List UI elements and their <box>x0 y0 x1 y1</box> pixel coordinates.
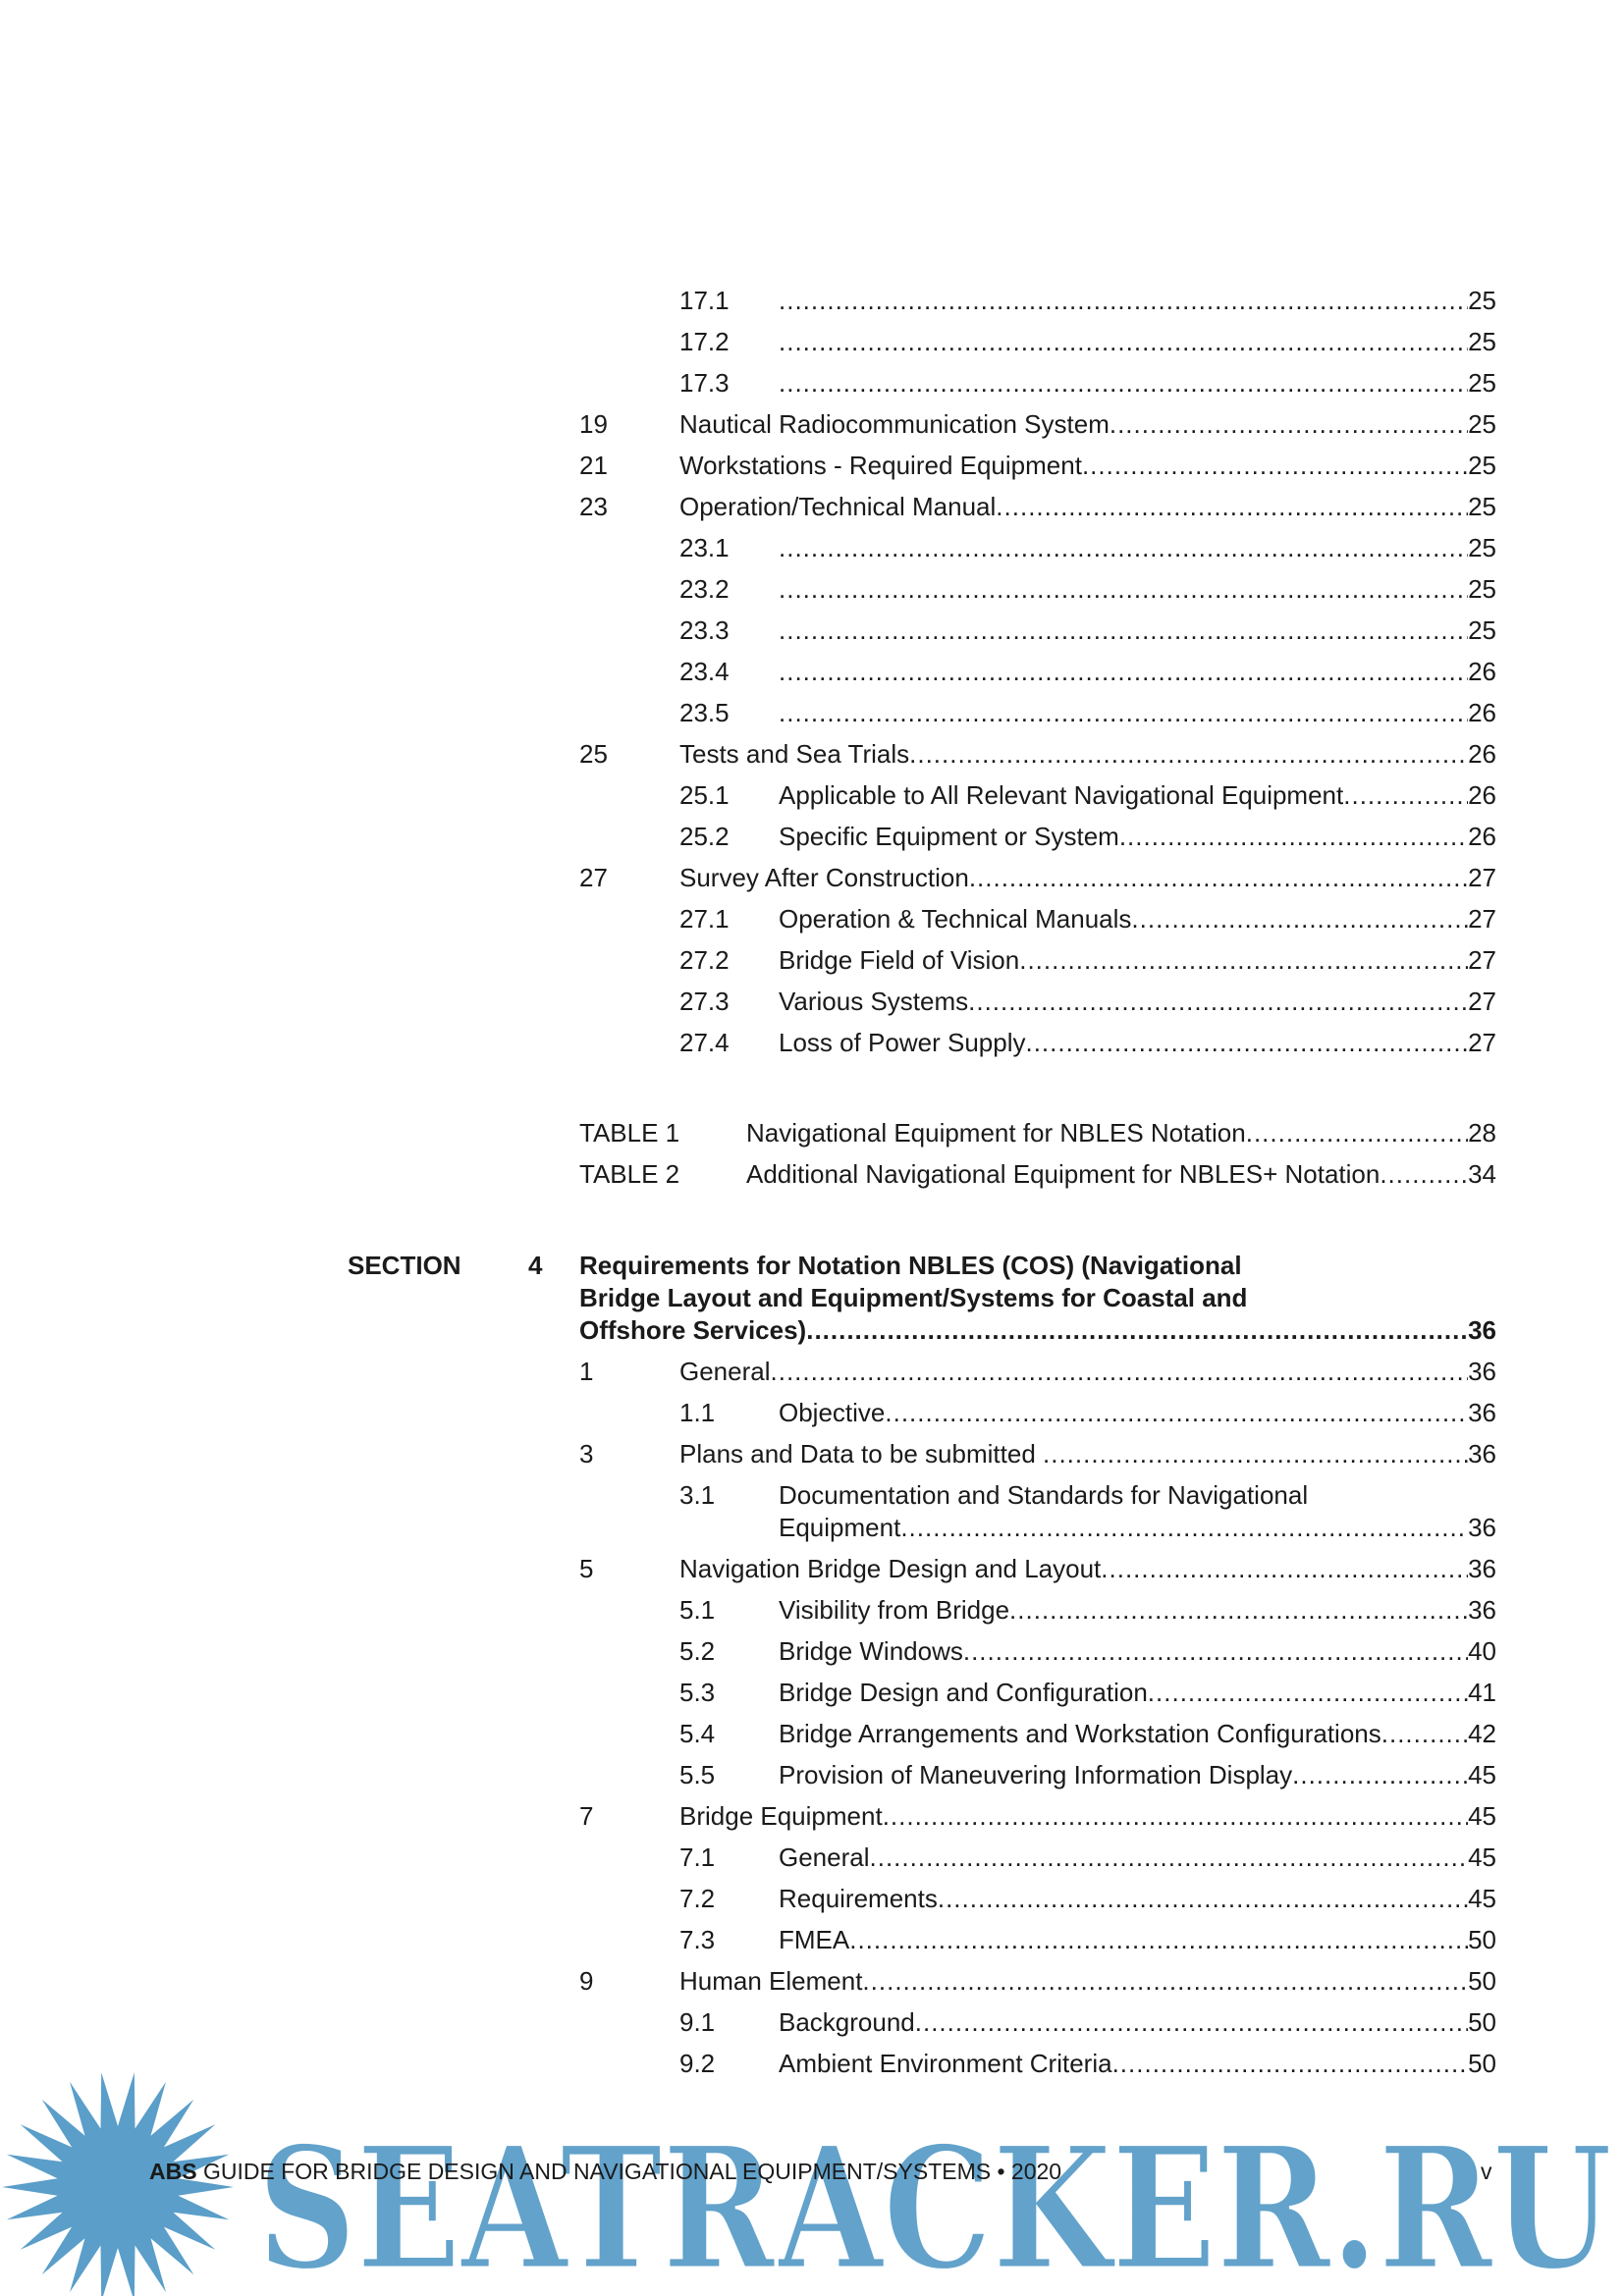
section-title-line2: Bridge Layout and Equipment/Systems for Coastal and <box>579 1283 1248 1312</box>
toc-entry-number: 7.2 <box>679 1884 716 1913</box>
toc-entry-title: Workstations - Required Equipment <box>679 451 1082 480</box>
toc-entry-continuation[interactable] <box>0 1507 1624 1548</box>
toc-entry-page: 25 <box>1468 286 1496 315</box>
toc-entry[interactable] <box>0 1919 1624 1960</box>
toc-entry-number: 27.2 <box>679 945 730 975</box>
toc-entry-number: 1 <box>579 1357 594 1386</box>
table-title: Additional Navigational Equipment for NBLES+ Notation <box>746 1159 1380 1189</box>
toc-leader <box>771 1351 1469 1392</box>
toc-entry[interactable] <box>0 857 1624 898</box>
toc-entry-number: 7.1 <box>679 1842 716 1872</box>
toc-entry-page: 50 <box>1468 1966 1496 1996</box>
toc-leader <box>1043 1433 1468 1474</box>
toc-entry[interactable] <box>0 733 1624 774</box>
toc-entry-page: 45 <box>1468 1842 1496 1872</box>
toc-entry-page: 41 <box>1468 1678 1496 1707</box>
toc-entry-page: 27 <box>1468 863 1496 892</box>
toc-entry-number: 5.1 <box>679 1595 716 1625</box>
toc-entry[interactable] <box>0 280 1624 321</box>
toc-leader <box>1110 403 1468 445</box>
toc-leader <box>779 651 1468 692</box>
toc-leader <box>909 733 1468 774</box>
toc-entry-page: 27 <box>1468 904 1496 934</box>
toc-entry-page: 36 <box>1468 1513 1496 1542</box>
toc-entry-title: Equipment <box>779 1513 901 1542</box>
toc-leader <box>883 1795 1468 1837</box>
toc-entry-page: 27 <box>1468 1028 1496 1057</box>
toc-leader <box>849 1919 1468 1960</box>
table-page: 28 <box>1468 1118 1496 1148</box>
toc-entry-title: Requirements <box>779 1884 938 1913</box>
toc-entry-number: 23.1 <box>679 533 730 562</box>
footer-page-number: v <box>1481 2159 1492 2184</box>
section-page: 36 <box>1468 1315 1496 1345</box>
toc-entry-page: 50 <box>1468 1925 1496 1954</box>
page-footer <box>0 2152 1624 2191</box>
footer-brand: ABS <box>149 2159 197 2184</box>
toc-leader <box>1131 898 1468 939</box>
toc-entry-number: 5.4 <box>679 1719 716 1748</box>
toc-entry-title: Bridge Windows <box>779 1636 963 1666</box>
toc-entry-number: 27.4 <box>679 1028 730 1057</box>
toc-entry-number: 23.3 <box>679 615 730 645</box>
toc-entry-page: 26 <box>1468 739 1496 769</box>
toc-entry-number: 27.3 <box>679 987 730 1016</box>
toc-entry-number: 7 <box>579 1801 594 1831</box>
toc-entry-number: 19 <box>579 409 608 439</box>
toc-entry[interactable] <box>0 774 1624 816</box>
toc-leader <box>968 981 1468 1022</box>
toc-entry-page: 25 <box>1468 368 1496 398</box>
toc-entry-page: 45 <box>1468 1760 1496 1789</box>
toc-entry-number: 5.5 <box>679 1760 716 1789</box>
toc-entry-number: 1.1 <box>679 1398 716 1427</box>
toc-entry-title: Tests and Sea Trials <box>679 739 910 769</box>
toc-entry-page: 25 <box>1468 409 1496 439</box>
toc-entry-number: 17.3 <box>679 368 730 398</box>
toc-entry[interactable] <box>0 816 1624 857</box>
footer-title: GUIDE FOR BRIDGE DESIGN AND NAVIGATIONAL EQUIPMENT/SYSTEMS • 2020 <box>196 2159 1062 2184</box>
toc-entry[interactable] <box>0 568 1624 610</box>
toc-entry-number: 17.2 <box>679 327 730 356</box>
toc-entry-title: Applicable to All Relevant Navigational Equipment <box>779 780 1344 810</box>
toc-entry-page: 25 <box>1468 451 1496 480</box>
section-number: 4 <box>528 1251 543 1280</box>
toc-leader <box>938 1878 1468 1919</box>
toc-leader <box>969 857 1468 898</box>
toc-entry-title: Bridge Arrangements and Workstation Configurations <box>779 1719 1381 1748</box>
toc-entry[interactable] <box>0 1837 1624 1878</box>
toc-entry-number: 23.4 <box>679 657 730 686</box>
toc-entry[interactable] <box>0 321 1624 362</box>
toc-entry-title: Objective <box>779 1398 886 1427</box>
toc-leader <box>1101 1548 1468 1589</box>
table-title: Navigational Equipment for NBLES Notation <box>746 1118 1246 1148</box>
toc-entry-title: Operation/Technical Manual <box>679 492 997 521</box>
toc-entry[interactable] <box>0 610 1624 651</box>
toc-entry[interactable] <box>0 1754 1624 1795</box>
toc-entry-page: 45 <box>1468 1801 1496 1831</box>
section-title-line3: Offshore Services) <box>579 1315 807 1345</box>
toc-entry-title: Bridge Field of Vision <box>779 945 1020 975</box>
toc-entry[interactable] <box>0 1351 1624 1392</box>
toc-entry[interactable] <box>0 527 1624 568</box>
toc-entry-title: Survey After Construction <box>679 863 969 892</box>
toc-entry-page: 40 <box>1468 1636 1496 1666</box>
toc-entry-number: 5.3 <box>679 1678 716 1707</box>
toc-entry-title: Specific Equipment or System <box>779 822 1119 851</box>
toc-leader <box>1025 1022 1468 1063</box>
toc-leader <box>1343 774 1468 816</box>
toc-entry-title: Human Element <box>679 1966 863 1996</box>
toc-entry-page: 36 <box>1468 1554 1496 1583</box>
toc-entry-number: 3 <box>579 1439 594 1468</box>
toc-entry-number: 17.1 <box>679 286 730 315</box>
toc-entry-title: Plans and Data to be submitted <box>679 1439 1044 1468</box>
toc-leader <box>915 2002 1468 2043</box>
toc-entry-page: 25 <box>1468 492 1496 521</box>
toc-entry-number: 5 <box>579 1554 594 1583</box>
toc-entry-page: 50 <box>1468 2007 1496 2037</box>
toc-entry-page: 36 <box>1468 1357 1496 1386</box>
toc-entry-page: 45 <box>1468 1884 1496 1913</box>
toc-entry-title: Ambient Environment Criteria <box>779 2049 1112 2078</box>
toc-entry-number: 27 <box>579 863 608 892</box>
toc-entry[interactable] <box>0 403 1624 445</box>
toc-entry-page: 26 <box>1468 657 1496 686</box>
toc-leader <box>870 1837 1469 1878</box>
toc-entry-title: Loss of Power Supply <box>779 1028 1026 1057</box>
toc-entry-page: 50 <box>1468 2049 1496 2078</box>
table-label: TABLE 1 <box>579 1118 680 1148</box>
toc-entry-page: 25 <box>1468 615 1496 645</box>
watermark-text: SEATRACKER.RU <box>257 2109 1612 2296</box>
toc-entry-number: 9.2 <box>679 2049 716 2078</box>
toc-leader <box>1119 816 1468 857</box>
toc-leader <box>996 486 1468 527</box>
table-page: 34 <box>1468 1159 1496 1189</box>
toc-entry-page: 36 <box>1468 1439 1496 1468</box>
toc-entry[interactable] <box>0 692 1624 733</box>
section-title-line1: Requirements for Notation NBLES (COS) (Navigational <box>579 1251 1242 1280</box>
toc-entry-title: Background <box>779 2007 915 2037</box>
toc-entry-title: Operation & Technical Manuals <box>779 904 1132 934</box>
toc-entry-number: 9.1 <box>679 2007 716 2037</box>
toc-leader <box>1082 445 1468 486</box>
toc-entry[interactable] <box>0 1672 1624 1713</box>
toc-entry-title: Various Systems <box>779 987 969 1016</box>
toc-entry[interactable] <box>0 1433 1624 1474</box>
toc-entry[interactable] <box>0 2002 1624 2043</box>
toc-entry[interactable] <box>0 1713 1624 1754</box>
toc-entry-number: 23.2 <box>679 574 730 604</box>
toc-entry-title: FMEA <box>779 1925 850 1954</box>
toc-leader <box>885 1392 1468 1433</box>
toc-entry[interactable] <box>0 1548 1624 1589</box>
toc-leader <box>900 1507 1468 1548</box>
toc-leader <box>779 362 1468 403</box>
toc-entry-number: 25 <box>579 739 608 769</box>
toc-entry[interactable] <box>0 1960 1624 2002</box>
table-entry[interactable] <box>0 1153 1624 1195</box>
toc-entry-number: 9 <box>579 1966 594 1996</box>
toc-entry[interactable] <box>0 939 1624 981</box>
table-entry[interactable] <box>0 1112 1624 1153</box>
toc-entry-title: Visibility from Bridge <box>779 1595 1010 1625</box>
toc-entry-page: 26 <box>1468 698 1496 727</box>
toc-entry-page: 25 <box>1468 327 1496 356</box>
toc-leader <box>1148 1672 1468 1713</box>
toc-entry-page: 26 <box>1468 780 1496 810</box>
toc-leader <box>779 527 1468 568</box>
toc-entry-page: 26 <box>1468 822 1496 851</box>
toc-leader <box>1380 1153 1468 1195</box>
toc-entry[interactable] <box>0 898 1624 939</box>
toc-leader <box>1292 1754 1468 1795</box>
toc-entry-title: Navigation Bridge Design and Layout <box>679 1554 1102 1583</box>
toc-leader <box>963 1630 1468 1672</box>
toc-leader <box>779 568 1468 610</box>
toc-entry-number: 25.1 <box>679 780 730 810</box>
toc-entry-number: 27.1 <box>679 904 730 934</box>
toc-entry-page: 25 <box>1468 533 1496 562</box>
toc-entry[interactable] <box>0 1878 1624 1919</box>
toc-entry-page: 25 <box>1468 574 1496 604</box>
toc-entry-page: 36 <box>1468 1398 1496 1427</box>
toc-entry-title: Bridge Design and Configuration <box>779 1678 1148 1707</box>
toc-entry-number: 25.2 <box>679 822 730 851</box>
toc-leader <box>779 321 1468 362</box>
toc-entry[interactable] <box>0 1795 1624 1837</box>
toc-entry[interactable] <box>0 486 1624 527</box>
toc-leader <box>1246 1112 1468 1153</box>
toc-entry[interactable] <box>0 1022 1624 1063</box>
toc-leader <box>779 280 1468 321</box>
toc-entry-title: General <box>679 1357 771 1386</box>
toc-leader <box>1019 939 1468 981</box>
toc-entry-title-line1: Documentation and Standards for Navigational <box>779 1480 1309 1510</box>
section-label: SECTION <box>348 1251 461 1280</box>
toc-entry-title: Nautical Radiocommunication System <box>679 409 1110 439</box>
table-label: TABLE 2 <box>579 1159 680 1189</box>
toc-entry[interactable] <box>0 445 1624 486</box>
toc-entry-number: 23.5 <box>679 698 730 727</box>
toc-leader <box>806 1309 1468 1351</box>
toc-entry-title: Bridge Equipment <box>679 1801 883 1831</box>
toc-entry[interactable] <box>0 981 1624 1022</box>
toc-entry[interactable] <box>0 1630 1624 1672</box>
toc-entry-title: Provision of Maneuvering Information Display <box>779 1760 1293 1789</box>
toc-entry-number: 5.2 <box>679 1636 716 1666</box>
toc-entry[interactable] <box>0 362 1624 403</box>
toc-entry-page: 36 <box>1468 1595 1496 1625</box>
toc-entry-number: 3.1 <box>679 1480 716 1510</box>
toc-leader <box>862 1960 1468 2002</box>
toc-entry[interactable] <box>0 1392 1624 1433</box>
toc-entry-number: 7.3 <box>679 1925 716 1954</box>
toc-entry-number: 21 <box>579 451 608 480</box>
toc-entry-page: 27 <box>1468 945 1496 975</box>
toc-leader <box>1381 1713 1468 1754</box>
toc-entry-number: 23 <box>579 492 608 521</box>
toc-entry-title: General <box>779 1842 870 1872</box>
toc-entry[interactable] <box>0 651 1624 692</box>
toc-entry[interactable] <box>0 1589 1624 1630</box>
toc-entry-page: 27 <box>1468 987 1496 1016</box>
toc-leader <box>779 692 1468 733</box>
toc-entry-page: 42 <box>1468 1719 1496 1748</box>
toc-leader <box>1009 1589 1468 1630</box>
toc-leader <box>779 610 1468 651</box>
